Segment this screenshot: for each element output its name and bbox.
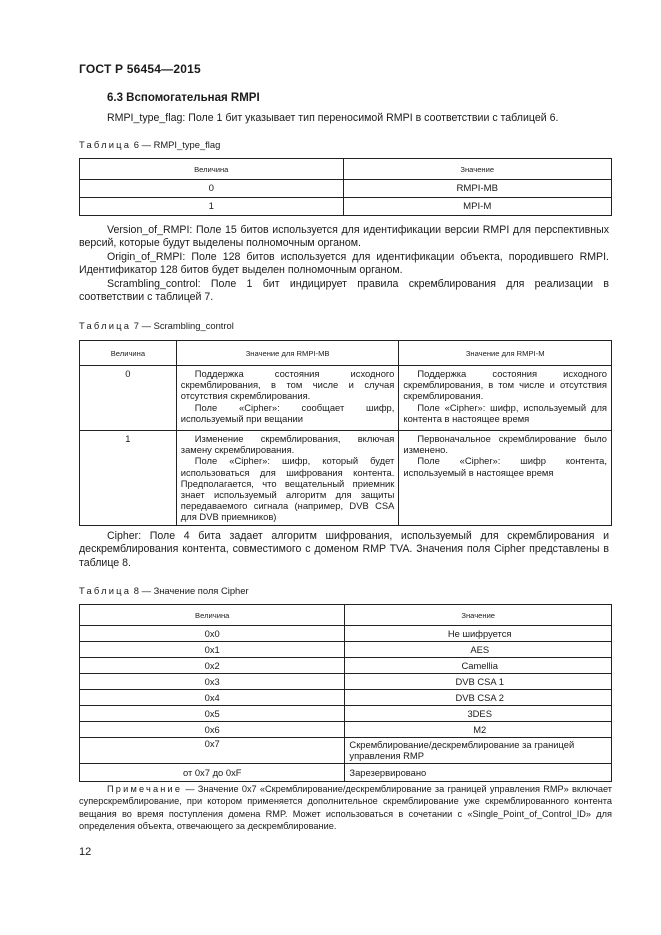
paragraph-origin-of-rmpi: Origin_of_RMPI: Поле 128 битов используется для идентификации объекта, породившего RMPI. Идентификатор 128 битов будет выделен полномочным органом. [79, 250, 609, 277]
caption-text: 8 — Значение поля Cipher [133, 585, 249, 596]
table-row [80, 674, 612, 690]
caption-prefix: Таблица [79, 139, 132, 150]
table-note [79, 783, 612, 833]
table-cell: 0x4 [80, 690, 345, 706]
page-number: 12 [79, 846, 92, 858]
cell-text: Поле «Cipher»: сообщает шифр, используемый при вещании [180, 401, 395, 424]
table-row [80, 198, 612, 216]
table-cell: 0x1 [80, 642, 345, 658]
table-cell [176, 366, 399, 431]
table7-caption [79, 320, 234, 331]
cell-text: Изменение скремблирования, включая замену скремблирования. [180, 433, 395, 456]
paragraph-text: RMPI_type_flag: Поле 1 бит указывает тип переносимой RMPI в соответствии с таблицей 6. [107, 112, 559, 124]
cell-text: Поддержка состояния исходного скремблирования, в том числе и отсутствия скремблирования. [403, 368, 607, 402]
document-header: ГОСТ Р 56454—2015 [79, 62, 201, 76]
table-cell: 0x6 [80, 722, 345, 738]
table-8 [79, 604, 612, 782]
table-row [80, 642, 612, 658]
table-cell: Не шифруется [345, 626, 612, 642]
column-header: Величина [80, 159, 344, 180]
table-cell: DVB CSA 1 [345, 674, 612, 690]
cell-text: Поле «Cipher»: шифр, используемый для контента в настоящее время [403, 401, 607, 424]
caption-text: 7 — Scrambling_control [133, 320, 234, 331]
note-prefix: Примечание [107, 784, 183, 794]
table-7 [79, 340, 612, 526]
paragraph-scrambling-control: Scrambling_control: Поле 1 бит индицирует правила скремблирования для реализации в соответствии с таблицей 7. [79, 277, 609, 304]
note-paragraph [79, 783, 612, 833]
paragraph-cipher [79, 530, 609, 570]
table-row [80, 366, 612, 431]
paragraph-text: Cipher: Поле 4 бита задает алгоритм шифрования, используемый для скремблирования и дескремблирования контента, совместимого с доменом RMP TVA. Значения поля Cipher представлены в таблице 8. [79, 530, 609, 569]
caption-prefix: Таблица [79, 585, 132, 596]
table-cell: 0x7 [80, 738, 345, 764]
table-cell: от 0x7 до 0xF [80, 763, 345, 781]
table-cell [399, 366, 612, 431]
cell-text: Первоначальное скремблирование было изменено. [403, 433, 607, 456]
table-cell: AES [345, 642, 612, 658]
column-header: Значение для RMPI-MB [176, 341, 399, 366]
cell-text: Поле «Cipher»: шифр, который будет использоваться для шифрования контента. Предполагается, что вещательный приемник знает используемый алгоритм для защиты передаваемого сигнала (например, DVB CSA для DVB приемников) [180, 455, 395, 523]
paragraphs-block [79, 224, 609, 304]
section-title: 6.3 Вспомогательная RMPI [107, 92, 260, 104]
table-cell: 0x0 [80, 626, 345, 642]
table-cell: 3DES [345, 706, 612, 722]
table-cell: M2 [345, 722, 612, 738]
table-cell: 1 [80, 198, 344, 216]
table-cell: 0 [80, 180, 344, 198]
table-header-row [80, 605, 612, 626]
caption-text: 6 — RMPI_type_flag [133, 139, 221, 150]
table-cell: Зарезервировано [345, 763, 612, 781]
table-cell [399, 431, 612, 526]
paragraph-rmpi-type-flag [79, 112, 609, 125]
table-cell: Скремблирование/дескремблирование за границей управления RMP [345, 738, 612, 764]
column-header: Значение для RMPI-M [399, 341, 612, 366]
table-cell: DVB CSA 2 [345, 690, 612, 706]
paragraph-version-of-rmpi: Version_of_RMPI: Поле 15 битов используется для идентификации версии RMPI для перспективных версий, которые будут выделены полномочным органом. [79, 224, 609, 250]
cell-text: Поддержка состояния исходного скремблирования, в том числе и случая отсутствия скремблирования. [180, 368, 395, 402]
table-cell: 0x5 [80, 706, 345, 722]
table-cell: RMPI-MB [343, 180, 612, 198]
table-row [80, 706, 612, 722]
table8-caption [79, 585, 249, 596]
table-cell: 0x2 [80, 658, 345, 674]
table-cell: 1 [80, 431, 177, 526]
table-cell: Camellia [345, 658, 612, 674]
cell-text: Поле «Cipher»: шифр контента, используемый в настоящее время [403, 455, 607, 478]
table-header-row [80, 341, 612, 366]
table-row [80, 658, 612, 674]
column-header: Величина [80, 341, 177, 366]
table-cell [176, 431, 399, 526]
table-row [80, 763, 612, 781]
caption-prefix: Таблица [79, 320, 132, 331]
table-row [80, 738, 612, 764]
table-cell: 0 [80, 366, 177, 431]
column-header: Значение [345, 605, 612, 626]
table-cell: MPI-M [343, 198, 612, 216]
table-row [80, 626, 612, 642]
column-header: Значение [343, 159, 612, 180]
table-row [80, 690, 612, 706]
table-row [80, 180, 612, 198]
table-header-row [80, 159, 612, 180]
table-6 [79, 158, 612, 216]
table-row [80, 431, 612, 526]
column-header: Величина [80, 605, 345, 626]
table6-caption [79, 139, 220, 150]
table-row [80, 722, 612, 738]
note-text: — Значение 0x7 «Скремблирование/дескремблирование за границей управления RMP» включает суперскремблирование, при котором применяется дополнительное скремблирование уже скремблированного контента вещания во время поступления домена RMP. Может использоваться в сочетании с «Single_Point_of_Control_ID» для определения объекта, отвечающего за дескремблирование. [79, 784, 612, 832]
table-cell: 0x3 [80, 674, 345, 690]
